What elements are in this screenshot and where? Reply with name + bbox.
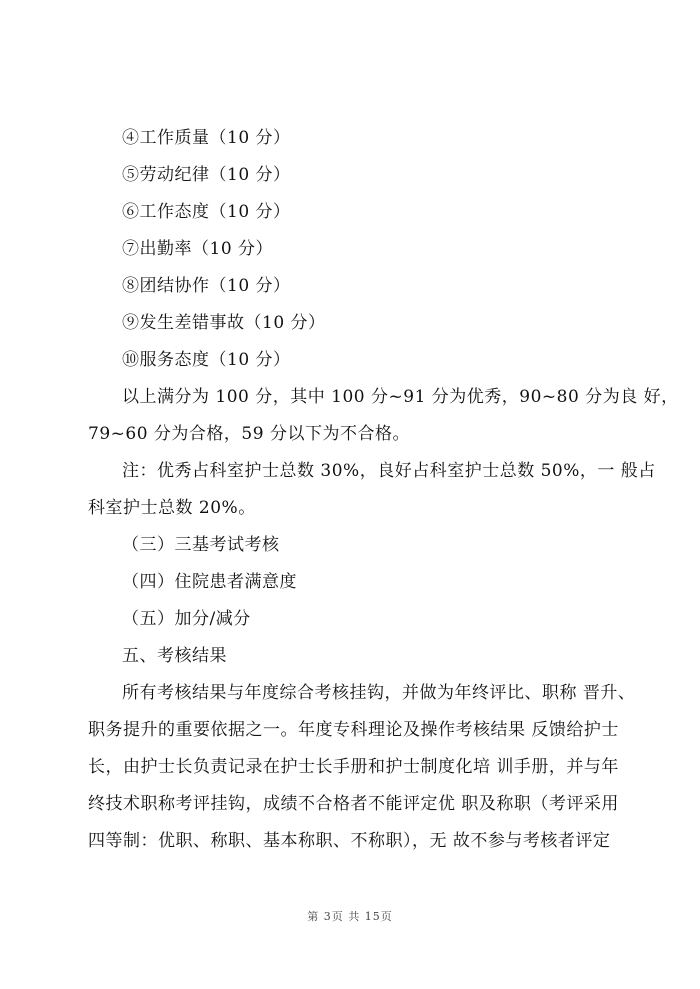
score-item-work-attitude: ⑥工作态度（10 分） <box>122 202 291 222</box>
score-paragraph-line-2: 79~60 分为合格，59 分以下为不合格。 <box>88 424 410 444</box>
note-paragraph-line-1: 注：优秀占科室护士总数 30%，良好占科室护士总数 50%，一 般占 <box>122 461 656 481</box>
result-paragraph-line-4: 终技术职称考评挂钩，成绩不合格者不能评定优 职及称职（考评采用 <box>88 794 619 814</box>
score-item-error-incidents: ⑨发生差错事故（10 分） <box>122 313 326 333</box>
score-item-attendance: ⑦出勤率（10 分） <box>122 239 274 259</box>
result-paragraph-line-3: 长，由护士长负责记录在护士长手册和护士制度化培 训手册，并与年 <box>88 757 619 777</box>
result-paragraph-line-1: 所有考核结果与年度综合考核挂钩，并做为年终评比、职称 晋升、 <box>122 683 636 703</box>
result-paragraph-line-5: 四等制：优职、称职、基本称职、不称职），无 故不参与考核者评定 <box>88 831 611 851</box>
score-item-work-quality: ④工作质量（10 分） <box>122 128 291 148</box>
subsection-basic-exam: （三）三基考试考核 <box>122 535 280 555</box>
result-paragraph-line-2: 职务提升的重要依据之一。年度专科理论及操作考核结果 反馈给护士 <box>88 720 619 740</box>
score-item-service-attitude: ⑩服务态度（10 分） <box>122 350 291 370</box>
page-footer: 第 3页 共 15页 <box>307 910 393 923</box>
subsection-bonus-deduction: （五）加分/减分 <box>122 609 251 629</box>
score-item-labor-discipline: ⑤劳动纪律（10 分） <box>122 165 291 185</box>
subsection-patient-satisfaction: （四）住院患者满意度 <box>122 572 297 592</box>
section-heading-results: 五、考核结果 <box>122 646 227 666</box>
score-item-teamwork: ⑧团结协作（10 分） <box>122 276 291 296</box>
score-paragraph-line-1: 以上满分为 100 分，其中 100 分~91 分为优秀，90~80 分为良 好， <box>122 387 679 407</box>
note-paragraph-line-2: 科室护士总数 20%。 <box>88 498 256 518</box>
